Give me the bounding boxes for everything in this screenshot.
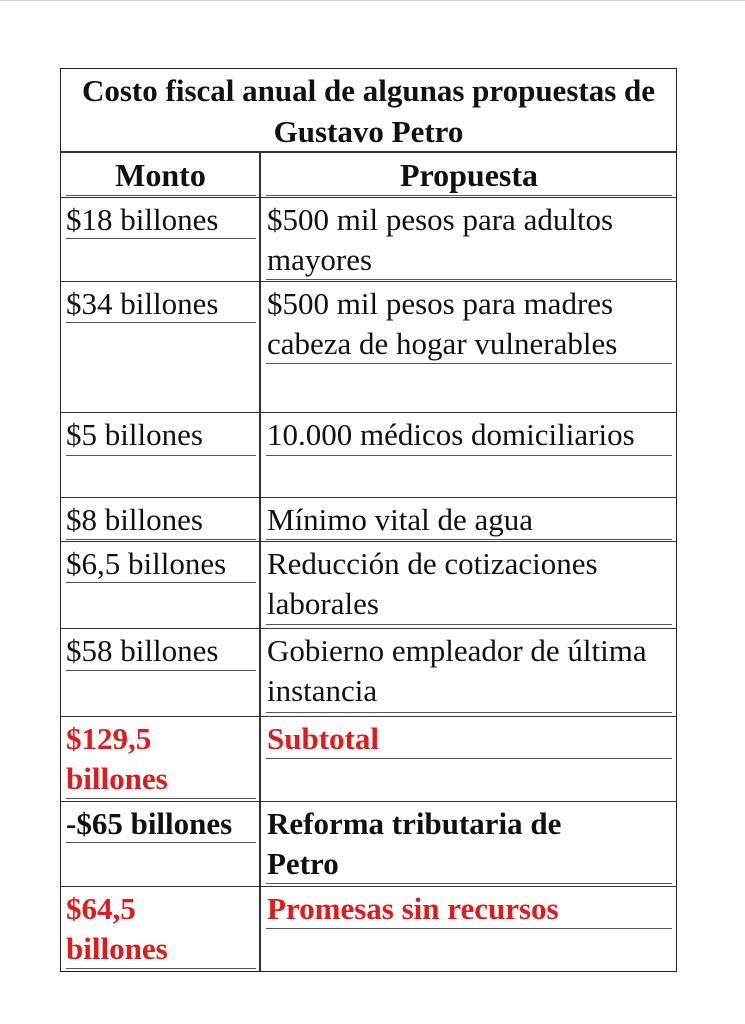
row-amount: $8 billones: [66, 502, 203, 537]
row-proposal: $500 mil pesos para madres cabeza de hogar vulnerables: [267, 286, 618, 361]
row-proposal: 10.000 médicos domiciliarios: [267, 417, 635, 452]
row-divider: [61, 412, 676, 413]
row-divider: [61, 497, 676, 498]
proposal-underline: [266, 758, 672, 759]
unfunded-amount: $64,5 billones: [66, 891, 168, 966]
row-amount: $34 billones: [66, 286, 219, 321]
amount-underline: [66, 539, 256, 540]
title-divider: [61, 151, 676, 153]
unfunded-label: Promesas sin recursos: [267, 891, 559, 926]
amount-underline: [66, 670, 256, 671]
proposal-underline: [266, 712, 672, 713]
amount-underline: [66, 582, 256, 583]
column-divider: [259, 153, 261, 971]
proposal-underline: [266, 279, 672, 280]
amount-underline: [66, 322, 256, 323]
row-divider: [61, 886, 676, 887]
table-title: Costo fiscal anual de algunas propuestas de Gustavo Petro: [81, 73, 656, 149]
row-proposal: Reducción de cotizaciones laborales: [267, 546, 598, 621]
amount-underline: [66, 968, 256, 969]
reform-amount: -$65 billones: [66, 806, 233, 841]
row-divider: [61, 628, 676, 629]
header-monto-underline: [66, 195, 256, 196]
row-amount: $6,5 billones: [66, 546, 227, 581]
row-proposal: Mínimo vital de agua: [267, 502, 534, 537]
row-amount: $5 billones: [66, 417, 203, 452]
proposal-underline: [266, 363, 672, 364]
reform-label: Reforma tributaria de Petro: [267, 806, 562, 881]
row-divider: [61, 197, 676, 198]
subtotal-label: Subtotal: [267, 721, 379, 756]
row-divider: [61, 281, 676, 282]
row-divider: [61, 801, 676, 802]
row-amount: $18 billones: [66, 202, 219, 237]
header-propuesta-underline: [266, 195, 672, 196]
amount-underline: [66, 842, 256, 843]
row-divider: [61, 541, 676, 542]
row-divider: [61, 716, 676, 717]
proposal-underline: [266, 624, 672, 625]
header-monto: Monto: [115, 157, 206, 193]
row-proposal: Gobierno empleador de última instancia: [267, 633, 647, 708]
row-amount: $58 billones: [66, 633, 219, 668]
page-top-edge: [0, 0, 745, 1]
amount-underline: [66, 238, 256, 239]
amount-underline: [66, 798, 256, 799]
row-proposal: $500 mil pesos para adultos mayores: [267, 202, 614, 277]
header-propuesta: Propuesta: [399, 157, 539, 193]
proposal-underline: [266, 455, 672, 456]
proposal-underline: [266, 928, 672, 929]
subtotal-amount: $129,5 billones: [66, 721, 168, 796]
proposal-underline: [266, 883, 672, 884]
amount-underline: [66, 455, 256, 456]
proposal-underline: [266, 539, 672, 540]
